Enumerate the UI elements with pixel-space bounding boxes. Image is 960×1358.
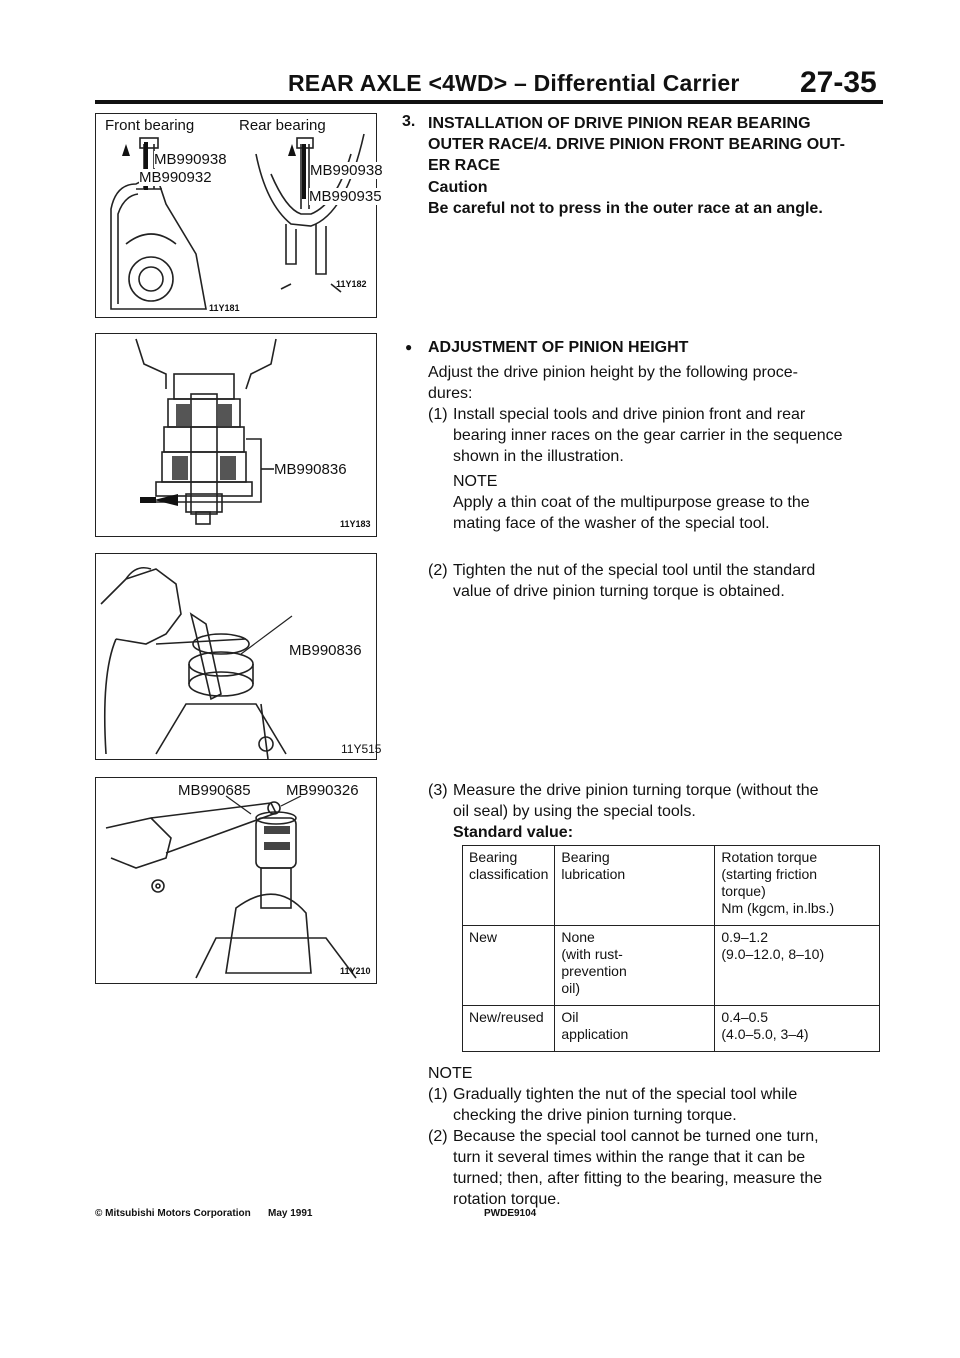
text-line: mating face of the washer of the special tool. xyxy=(453,515,770,532)
text-line: oil seal) by using the special tools. xyxy=(453,803,696,820)
table-header-cell: Bearing classification xyxy=(463,846,555,926)
step-2-number: (2) xyxy=(428,562,448,579)
figure-torque-wrench-tightening xyxy=(95,553,382,760)
step-1-text xyxy=(453,404,893,467)
figure-code-right: 11Y182 xyxy=(336,279,367,289)
label-mb990836: MB990836 xyxy=(289,642,362,659)
text-line: Adjust the drive pinion height by the following proce- xyxy=(428,364,798,381)
text-line: checking the drive pinion turning torque. xyxy=(453,1107,737,1124)
table-cell: New xyxy=(463,926,555,1006)
label-mb990935: MB990935 xyxy=(309,188,382,205)
standard-value-table xyxy=(462,845,880,1052)
step-1-note xyxy=(453,471,893,534)
adjustment-title: ADJUSTMENT OF PINION HEIGHT xyxy=(428,339,689,356)
figure-4-illustration xyxy=(96,778,376,983)
text-line: value of drive pinion turning torque is obtained. xyxy=(453,583,785,600)
section-3-title-line: OUTER RACE/4. DRIVE PINION FRONT BEARING OUT- xyxy=(428,136,845,153)
figure-code: 11Y210 xyxy=(340,966,371,976)
section-3-number: 3. xyxy=(402,113,416,130)
text-line: turn it several times within the range that it can be xyxy=(453,1149,806,1166)
text-line: Apply a thin coat of the multipurpose grease to the xyxy=(453,494,810,511)
figure-pinion-height-tool-setup xyxy=(95,333,377,537)
table-header-row xyxy=(463,846,880,926)
label-mb990836: MB990836 xyxy=(274,461,347,478)
notes-label: NOTE xyxy=(428,1065,473,1082)
footer-copyright: © Mitsubishi Motors Corporation xyxy=(95,1208,251,1219)
table-cell: New/reused xyxy=(463,1006,555,1052)
note-label: NOTE xyxy=(453,473,498,490)
footer-date: May 1991 xyxy=(268,1208,313,1219)
figure-bearing-race-installation xyxy=(95,113,383,318)
adjustment-intro xyxy=(428,362,888,404)
text-line: Because the special tool cannot be turned one turn, xyxy=(453,1128,819,1145)
step-1-number: (1) xyxy=(428,406,448,423)
figure-2-illustration xyxy=(96,334,376,536)
table-row xyxy=(463,1006,880,1052)
figure-code: 11Y515 xyxy=(341,742,382,756)
text-line: Tighten the nut of the special tool until the standard xyxy=(453,562,816,579)
caution-text: Be careful not to press in the outer race at an angle. xyxy=(428,200,823,217)
figure-turning-torque-measurement xyxy=(95,777,377,984)
label-rear-bearing: Rear bearing xyxy=(239,117,326,134)
note-1-text xyxy=(453,1084,893,1126)
standard-value-table-wrap xyxy=(462,845,880,1052)
step-2-text xyxy=(453,560,893,602)
text-line: Install special tools and drive pinion front and rear xyxy=(453,406,806,423)
label-mb990932: MB990932 xyxy=(139,169,212,186)
text-line: shown in the illustration. xyxy=(453,448,624,465)
bullet-icon: ● xyxy=(405,340,413,354)
table-cell: 0.4–0.5 (4.0–5.0, 3–4) xyxy=(715,1006,880,1052)
standard-value-label: Standard value: xyxy=(453,824,574,841)
table-header-cell: Rotation torque (starting friction torque) Nm (kgcm, in.lbs.) xyxy=(715,846,880,926)
text-line: turned; then, after fitting to the bearing, measure the xyxy=(453,1170,823,1187)
table-cell: Oil application xyxy=(555,1006,715,1052)
text-line: Gradually tighten the nut of the special tool while xyxy=(453,1086,798,1103)
section-3-title-line: INSTALLATION OF DRIVE PINION REAR BEARING xyxy=(428,115,811,132)
header-rule xyxy=(95,100,883,104)
step-3-text xyxy=(453,780,893,822)
table-header-cell: Bearing lubrication xyxy=(555,846,715,926)
note-2-text xyxy=(453,1126,893,1210)
note-2-number: (2) xyxy=(428,1128,448,1145)
step-3-number: (3) xyxy=(428,782,448,799)
footer-doc-code: PWDE9104 xyxy=(484,1208,537,1219)
text-line: bearing inner races on the gear carrier in the sequence xyxy=(453,427,843,444)
note-1-number: (1) xyxy=(428,1086,448,1103)
table-cell: None (with rust- prevention oil) xyxy=(555,926,715,1006)
label-mb990938-right: MB990938 xyxy=(310,162,383,179)
figure-code-left: 11Y181 xyxy=(209,303,240,313)
table-cell: 0.9–1.2 (9.0–12.0, 8–10) xyxy=(715,926,880,1006)
figure-1-illustration xyxy=(96,114,376,317)
label-mb990326: MB990326 xyxy=(286,782,359,799)
label-front-bearing: Front bearing xyxy=(105,117,195,134)
page-title: REAR AXLE <4WD> – Differential Carrier xyxy=(288,70,740,96)
text-line: dures: xyxy=(428,385,473,402)
label-mb990938-left: MB990938 xyxy=(154,151,227,168)
table-row xyxy=(463,926,880,1006)
figure-code: 11Y183 xyxy=(340,519,371,529)
section-3-title xyxy=(428,113,888,176)
caution-label: Caution xyxy=(428,179,488,196)
text-line: Measure the drive pinion turning torque (without the xyxy=(453,782,819,799)
section-3-title-line: ER RACE xyxy=(428,157,501,174)
text-line: rotation torque. xyxy=(453,1191,561,1208)
page-number: 27-35 xyxy=(800,66,877,99)
label-mb990685: MB990685 xyxy=(178,782,251,799)
